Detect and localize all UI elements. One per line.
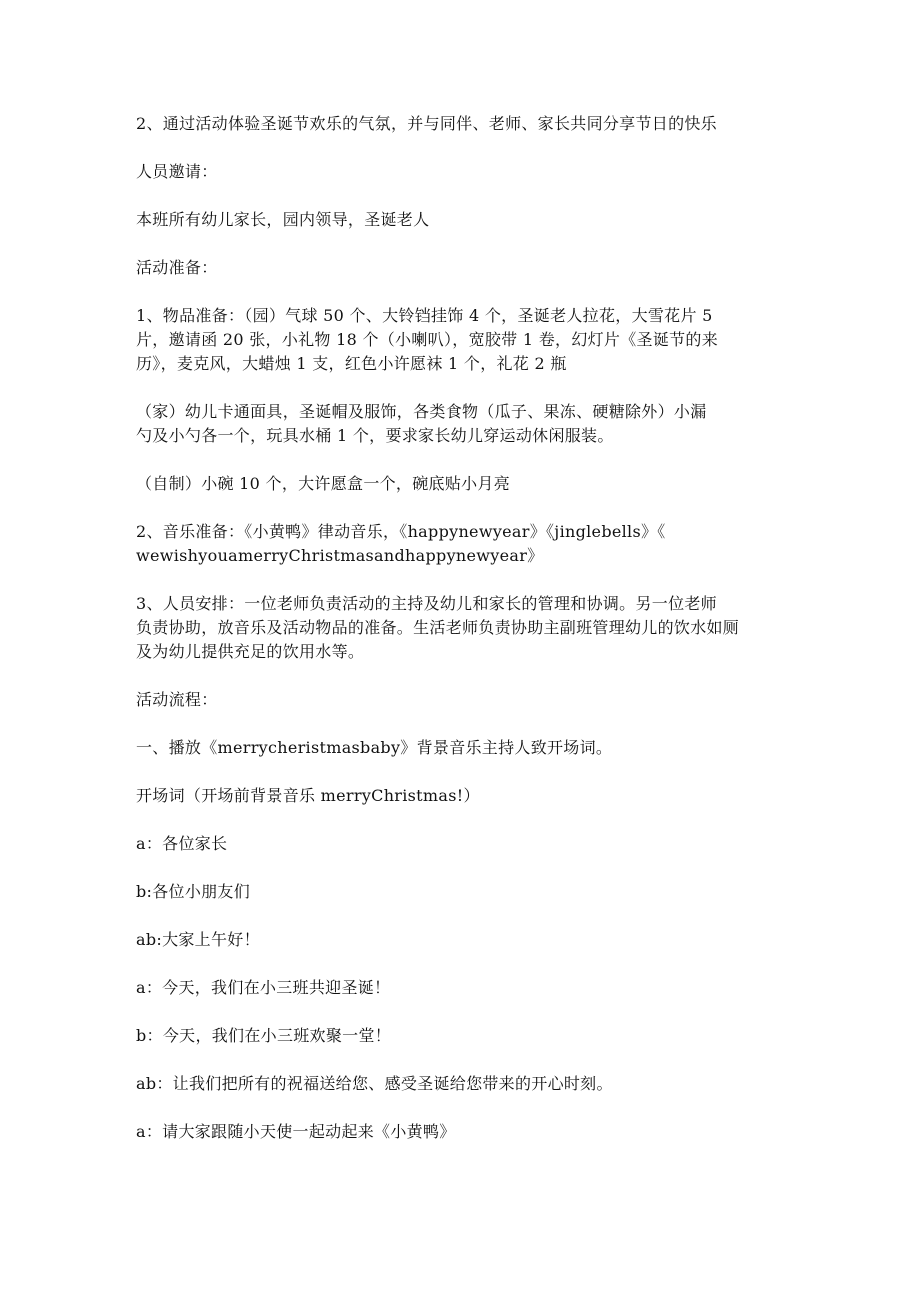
script-line-a1 bbox=[136, 832, 776, 856]
text-line: b：今天，我们在小三班欢聚一堂！ bbox=[136, 1026, 392, 1045]
text-line: 负责协助，放音乐及活动物品的准备。生活老师负责协助主副班管理幼儿的饮水如厕 bbox=[136, 618, 740, 637]
script-line-b2 bbox=[136, 1024, 776, 1048]
text-line: （自制）小碗 10 个，大许愿盒一个，碗底贴小月亮 bbox=[136, 474, 511, 493]
text-line: a：今天，我们在小三班共迎圣诞！ bbox=[136, 978, 391, 997]
text-line: 2、通过活动体验圣诞节欢乐的气氛，并与同伴、老师、家长共同分享节日的快乐 bbox=[136, 114, 717, 133]
text-line: 活动准备： bbox=[136, 258, 218, 277]
text-line: 1、物品准备：（园）气球 50 个、大铃铛挂饰 4 个，圣诞老人拉花，大雪花片 5 bbox=[136, 306, 713, 325]
script-line-ab1 bbox=[136, 928, 776, 952]
text-line: 及为幼儿提供充足的饮用水等。 bbox=[136, 642, 365, 661]
script-line-a3 bbox=[136, 1120, 776, 1144]
heading-invite bbox=[136, 160, 776, 184]
text-line: 一、播放《merrycheristmasbaby》背景音乐主持人致开场词。 bbox=[136, 738, 613, 757]
text-line: 2、音乐准备：《小黄鸭》律动音乐，《happynewyear》《jinglebells》《 bbox=[136, 522, 666, 541]
text-line: b:各位小朋友们 bbox=[136, 882, 251, 901]
text-line: a：各位家长 bbox=[136, 834, 228, 853]
text-line: 历》，麦克风，大蜡烛 1 支，红色小许愿袜 1 个，礼花 2 瓶 bbox=[136, 354, 567, 373]
heading-preparation bbox=[136, 256, 776, 280]
heading-flow bbox=[136, 688, 776, 712]
paragraph-prep-staff bbox=[136, 592, 776, 664]
text-line: ab：让我们把所有的祝福送给您、感受圣诞给您带来的开心时刻。 bbox=[136, 1074, 613, 1093]
script-line-b1 bbox=[136, 880, 776, 904]
text-line: 勺及小勺各一个，玩具水桶 1 个，要求家长幼儿穿运动休闲服装。 bbox=[136, 426, 614, 445]
text-line: 人员邀请： bbox=[136, 162, 218, 181]
paragraph-flow-1 bbox=[136, 736, 776, 760]
text-line: （家）幼儿卡通面具，圣诞帽及服饰，各类食物（瓜子、果冻、硬糖除外）小漏 bbox=[136, 402, 707, 421]
text-line: 片，邀请函 20 张，小礼物 18 个（小喇叭），宽胶带 1 卷，幻灯片《圣诞节的来 bbox=[136, 330, 719, 349]
paragraph-prep-diy bbox=[136, 472, 776, 496]
paragraph-invite-list bbox=[136, 208, 776, 232]
paragraph-prep-items bbox=[136, 304, 776, 376]
paragraph-opening-title bbox=[136, 784, 776, 808]
text-line: 活动流程： bbox=[136, 690, 218, 709]
script-line-a2 bbox=[136, 976, 776, 1000]
text-line: ab:大家上午好！ bbox=[136, 930, 260, 949]
text-line: 本班所有幼儿家长，园内领导，圣诞老人 bbox=[136, 210, 430, 229]
text-line: 开场词（开场前背景音乐 merryChristmas!） bbox=[136, 786, 480, 805]
text-line: a：请大家跟随小天使一起动起来《小黄鸭》 bbox=[136, 1122, 456, 1141]
text-line: 3、人员安排：一位老师负责活动的主持及幼儿和家长的管理和协调。另一位老师 bbox=[136, 594, 717, 613]
paragraph-prep-music bbox=[136, 520, 776, 568]
text-line: wewishyouamerryChristmasandhappynewyear》 bbox=[136, 546, 544, 565]
script-line-ab2 bbox=[136, 1072, 776, 1096]
paragraph-goal-2 bbox=[136, 112, 776, 136]
paragraph-prep-home bbox=[136, 400, 776, 448]
